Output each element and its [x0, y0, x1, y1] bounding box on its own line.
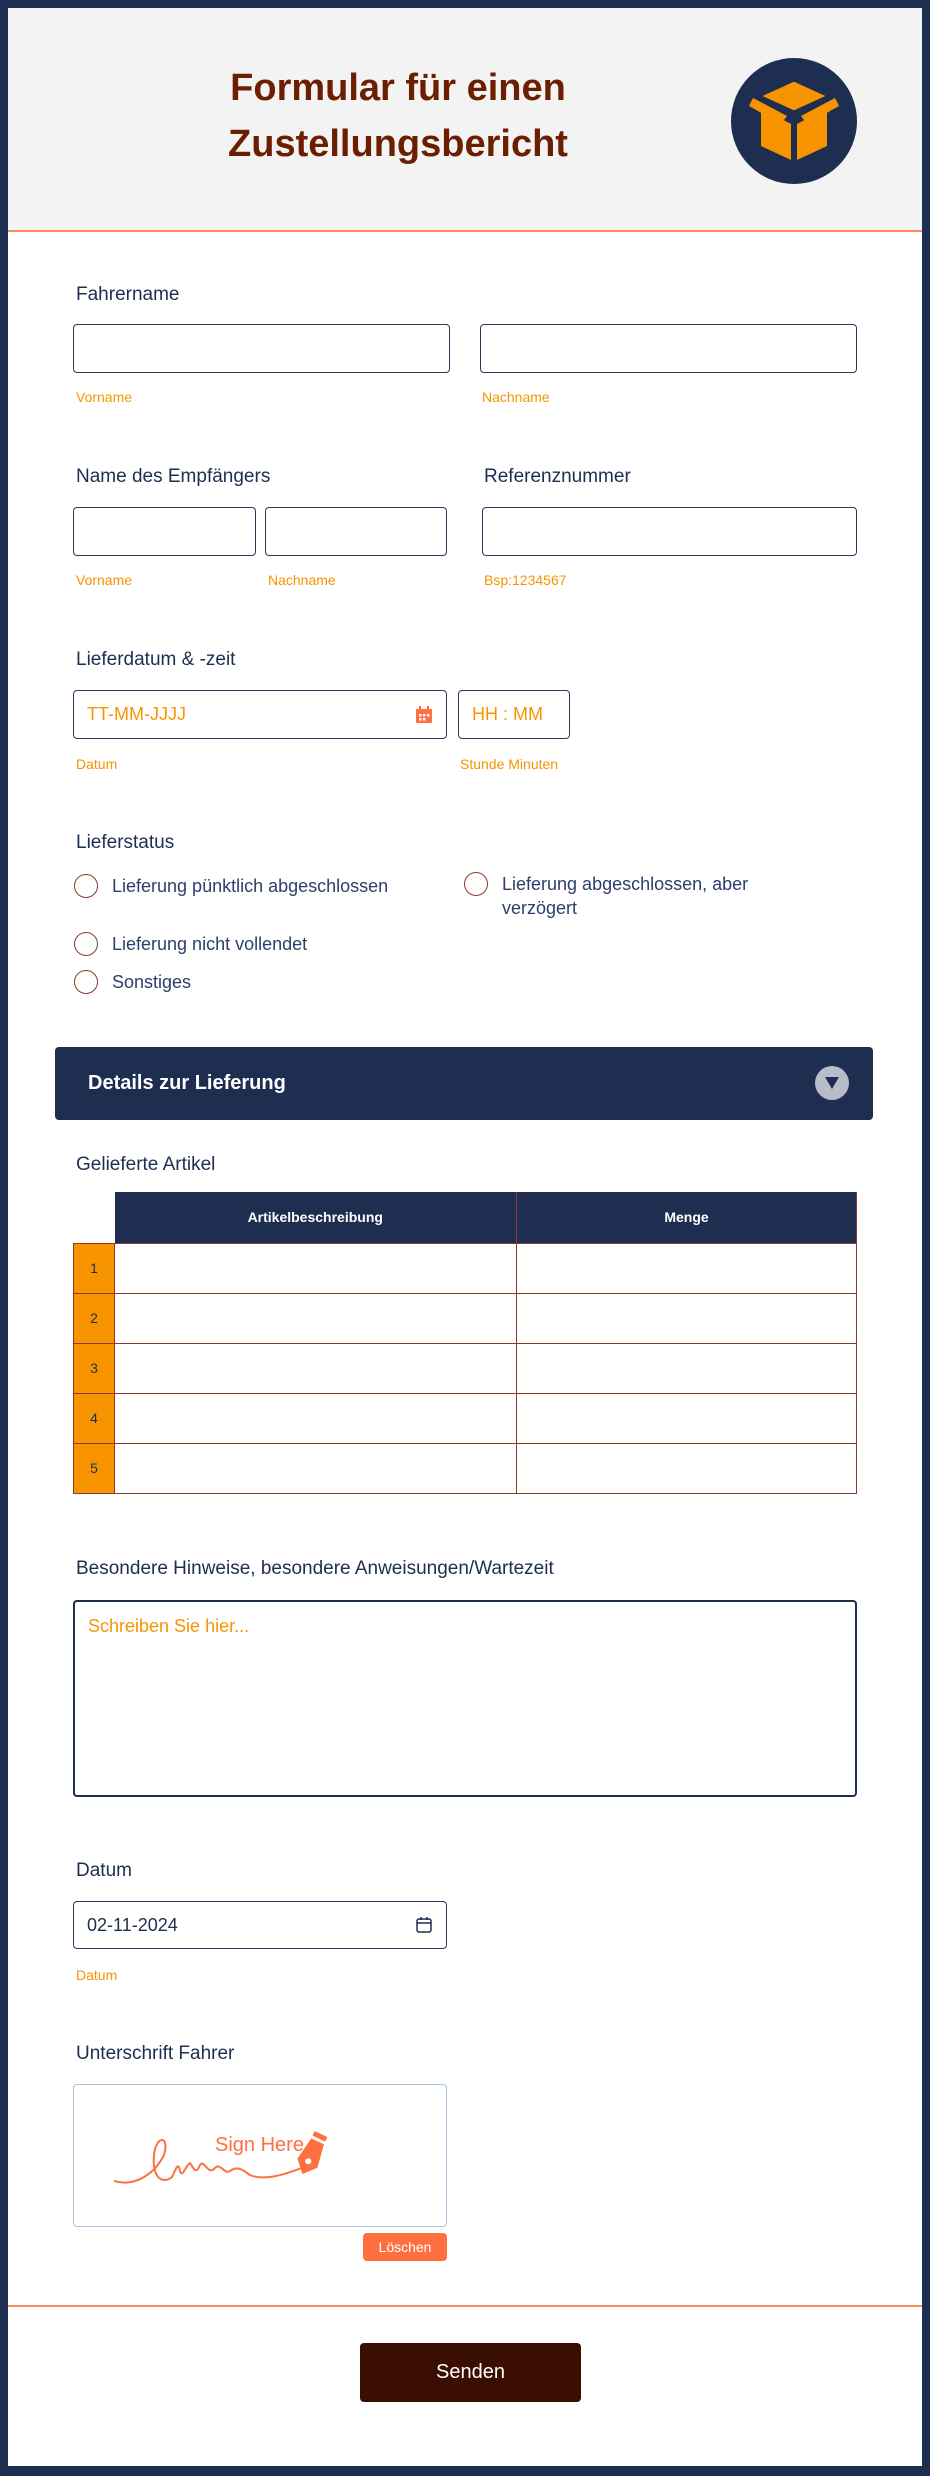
description-cell[interactable]	[115, 1293, 517, 1343]
description-cell[interactable]	[115, 1343, 517, 1393]
calendar-icon[interactable]	[415, 706, 433, 724]
date-placeholder: TT-MM-JJJJ	[87, 704, 186, 724]
reference-number-input[interactable]	[482, 507, 857, 556]
row-number: 3	[74, 1343, 115, 1393]
column-header-quantity: Menge	[517, 1192, 857, 1243]
driver-label: Fahrername	[76, 284, 180, 305]
footer-divider	[8, 2305, 922, 2307]
notes-textarea[interactable]: Schreiben Sie hier...	[73, 1600, 857, 1797]
row-number: 1	[74, 1243, 115, 1293]
description-cell[interactable]	[115, 1443, 517, 1493]
quantity-cell[interactable]	[517, 1443, 857, 1493]
recipient-first-sublabel: Vorname	[76, 572, 133, 588]
status-option-delayed[interactable]: Lieferung abgeschlossen, aber verzögert	[464, 872, 804, 920]
form-page	[8, 8, 922, 2466]
signature-pad[interactable]	[73, 2084, 447, 2227]
form-header	[8, 8, 922, 232]
status-option-other[interactable]: Sonstiges	[74, 970, 191, 994]
table-row	[74, 1243, 857, 1293]
date-input[interactable]	[73, 1901, 447, 1949]
sign-here-text: Sign Here	[215, 2134, 304, 2156]
driver-last-name-input[interactable]	[480, 324, 857, 373]
signature-pen-icon	[114, 2125, 414, 2195]
box-icon	[731, 58, 857, 184]
recipient-label: Name des Empfängers	[76, 466, 271, 487]
recipient-last-sublabel: Nachname	[268, 572, 336, 588]
delivery-date-input[interactable]	[73, 690, 447, 739]
page-title: Formular für einen Zustellungsbericht	[228, 67, 568, 165]
time-sublabel: Stunde Minuten	[460, 756, 559, 772]
delivery-time-input[interactable]: HH : MM	[458, 690, 570, 739]
column-header-description: Artikelbeschreibung	[115, 1192, 517, 1243]
driver-first-sublabel: Vorname	[76, 389, 133, 405]
radio-circle[interactable]	[74, 932, 98, 956]
notes-label: Besondere Hinweise, besondere Anweisungen/Wartezeit	[76, 1558, 554, 1579]
table-row	[74, 1443, 857, 1493]
quantity-cell[interactable]	[517, 1393, 857, 1443]
radio-circle[interactable]	[74, 970, 98, 994]
date-sublabel: Datum	[76, 756, 118, 772]
quantity-cell[interactable]	[517, 1293, 857, 1343]
status-option-on-time[interactable]: Lieferung pünktlich abgeschlossen	[74, 874, 388, 898]
table-row	[74, 1293, 857, 1343]
status-option-not-completed[interactable]: Lieferung nicht vollendet	[74, 932, 307, 956]
row-number: 5	[74, 1443, 115, 1493]
section-header-delivery-details[interactable]	[55, 1047, 873, 1120]
table-row	[74, 1343, 857, 1393]
reference-label: Referenznummer	[484, 466, 631, 487]
driver-last-sublabel: Nachname	[482, 389, 550, 405]
recipient-last-name-input[interactable]	[265, 507, 447, 556]
clear-signature-button[interactable]: Löschen	[363, 2233, 447, 2261]
description-cell[interactable]	[115, 1243, 517, 1293]
status-label: Lieferstatus	[76, 832, 175, 853]
driver-first-name-input[interactable]	[73, 324, 450, 373]
quantity-cell[interactable]	[517, 1243, 857, 1293]
calendar-icon[interactable]	[415, 1916, 433, 1934]
table-row	[74, 1393, 857, 1443]
radio-circle[interactable]	[464, 872, 488, 896]
collapse-chevron-icon[interactable]	[815, 1066, 849, 1100]
reference-sublabel: Bsp:1234567	[484, 572, 567, 588]
description-cell[interactable]	[115, 1393, 517, 1443]
date-sublabel: Datum	[76, 1967, 118, 1983]
radio-circle[interactable]	[74, 874, 98, 898]
date-value: 02-11-2024	[87, 1914, 178, 1935]
submit-button[interactable]: Senden	[360, 2343, 581, 2402]
recipient-first-name-input[interactable]	[73, 507, 256, 556]
signature-label: Unterschrift Fahrer	[76, 2043, 235, 2064]
section-title: Details zur Lieferung	[88, 1072, 286, 1094]
items-label: Gelieferte Artikel	[76, 1154, 216, 1175]
date-label: Datum	[76, 1860, 132, 1881]
row-number: 2	[74, 1293, 115, 1343]
row-number: 4	[74, 1393, 115, 1443]
items-table	[73, 1192, 857, 1494]
delivery-datetime-label: Lieferdatum & -zeit	[76, 649, 236, 670]
quantity-cell[interactable]	[517, 1343, 857, 1393]
